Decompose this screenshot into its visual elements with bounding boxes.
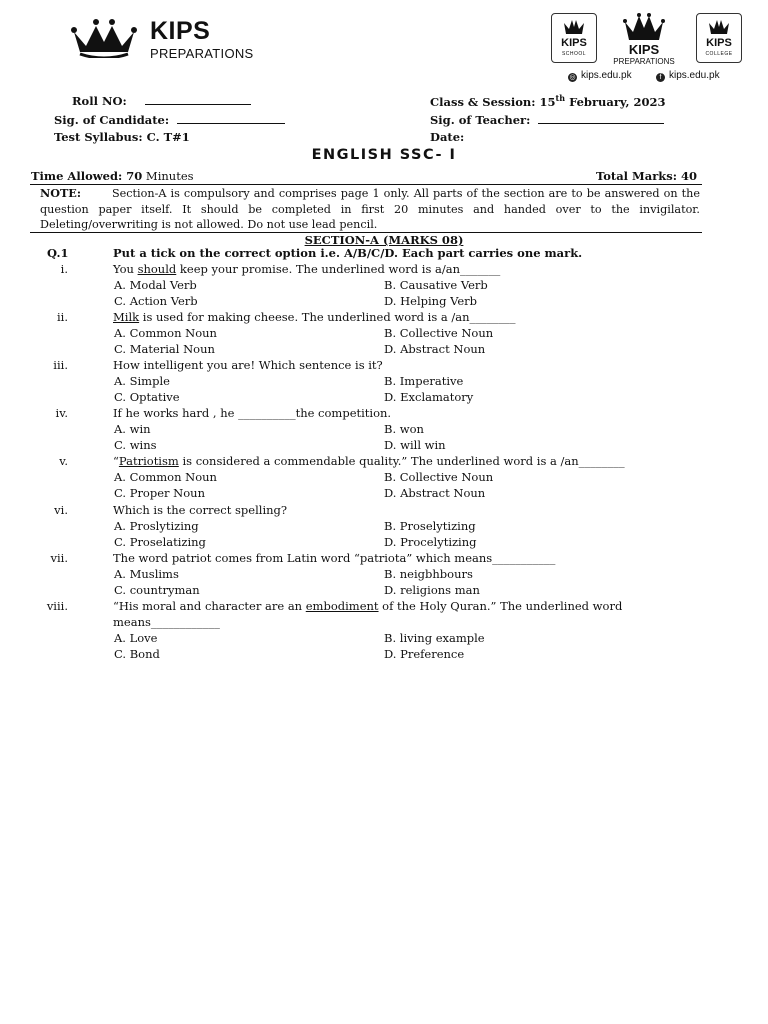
option-d[interactable]: D. Abstract Noun (384, 342, 486, 356)
crown-icon (66, 12, 142, 58)
question-number: Q.1 (47, 246, 69, 260)
stem-text: is considered a commendable quality.” The underlined word is a /an________ (178, 454, 625, 468)
badge-title: KIPS (561, 37, 587, 49)
test-syllabus: Test Syllabus: C. T#1 (54, 130, 190, 144)
question-roman-number: iii. (53, 358, 68, 372)
sig-teacher-label: Sig. of Teacher: (430, 113, 531, 127)
badge-subtitle: PREPARATIONS (613, 57, 675, 66)
option-c[interactable]: C. countryman (114, 583, 200, 597)
time-allowed (31, 169, 194, 183)
option-c[interactable]: C. Bond (114, 647, 160, 661)
note-text: Section-A is compulsory and comprises page 1 only. All parts of the section are to be answered on the question paper itself. It should be completed in first 20 minutes and handed over to the invigilator. Deleting/overwriting is not allowed. Do not use lead pencil. (40, 187, 700, 231)
facebook-text: kips.edu.pk (669, 70, 720, 81)
sig-candidate-field (54, 112, 285, 127)
divider (30, 184, 702, 185)
underlined-word: should (137, 262, 177, 276)
roll-no-blank[interactable] (145, 93, 251, 105)
option-b[interactable]: B. won (384, 422, 424, 436)
total-marks: Total Marks: 40 (596, 169, 697, 183)
badge-title: KIPS (706, 37, 732, 49)
option-b[interactable]: B. Proselytizing (384, 519, 476, 533)
sig-teacher-field (430, 112, 664, 127)
stem-text: “His moral and character are an (113, 599, 306, 613)
stem-text: How intelligent you are! Which sentence is it? (113, 358, 383, 372)
option-d[interactable]: D. Helping Verb (384, 294, 478, 308)
option-a[interactable]: A. Common Noun (114, 326, 217, 340)
question-stem (113, 406, 391, 420)
stem-text: Which is the correct spelling? (113, 503, 288, 517)
option-a[interactable]: A. Love (114, 631, 158, 645)
globe-icon: ◎ (569, 74, 576, 81)
question-stem (113, 599, 622, 613)
time-unit: Minutes (142, 169, 194, 183)
badge-subtitle: COLLEGE (705, 51, 733, 57)
brand-subtitle: PREPARATIONS (150, 46, 254, 61)
roll-no-label: Roll NO: (72, 94, 127, 108)
option-d[interactable]: D. Exclamatory (384, 390, 474, 404)
question-roman-number: vi. (54, 503, 68, 517)
website-text: kips.edu.pk (581, 70, 632, 81)
stem-text: of the Holy Quran.” The underlined word (378, 599, 623, 613)
option-b[interactable]: B. Collective Noun (384, 326, 494, 340)
note-label: NOTE: (40, 186, 81, 200)
underlined-word: Patriotism (118, 454, 179, 468)
option-a[interactable]: A. Muslims (114, 567, 179, 581)
sig-candidate-blank[interactable] (177, 112, 285, 124)
badge-subtitle: SCHOOL (561, 51, 587, 57)
question-roman-number: v. (59, 454, 68, 468)
underlined-word: embodiment (305, 599, 379, 613)
option-c[interactable]: C. Proselatizing (114, 535, 206, 549)
stem-text: is used for making cheese. The underlined word is a /an________ (139, 310, 516, 324)
option-a[interactable]: A. Proslytizing (114, 519, 199, 533)
kips-college-badge (696, 13, 742, 63)
option-a[interactable]: A. Modal Verb (114, 278, 197, 292)
option-b[interactable]: B. living example (384, 631, 485, 645)
class-session-date: February, 2023 (565, 94, 666, 109)
option-c[interactable]: C. Proper Noun (114, 486, 205, 500)
brand-name: KIPS (150, 17, 211, 45)
option-b[interactable]: B. Imperative (384, 374, 464, 388)
option-d[interactable]: D. Preference (384, 647, 465, 661)
question-stem (113, 454, 625, 468)
question-stem (113, 358, 383, 372)
class-session-sup: th (555, 93, 566, 103)
stem-text: keep your promise. The underlined word is a/an_______ (176, 262, 501, 276)
question-stem (113, 551, 555, 565)
question-stem (113, 262, 500, 276)
question-stem-continued: means____________ (113, 615, 220, 629)
crown-icon (563, 17, 585, 35)
option-b[interactable]: B. Collective Noun (384, 470, 494, 484)
underlined-word: Milk (113, 310, 140, 324)
date-field: Date: (430, 130, 465, 144)
roll-no-field (72, 93, 251, 108)
badge-title: KIPS (628, 42, 660, 57)
time-label: Time Allowed: (31, 169, 127, 183)
option-c[interactable]: C. Action Verb (114, 294, 198, 308)
question-roman-number: iv. (55, 406, 68, 420)
option-d[interactable]: D. religions man (384, 583, 480, 597)
question-roman-number: i. (60, 262, 68, 276)
crown-icon (623, 12, 665, 42)
crown-icon (708, 17, 730, 35)
stem-text: “ (113, 454, 119, 468)
stem-text: You (113, 262, 138, 276)
question-stem (113, 310, 516, 324)
time-value: 70 (126, 169, 143, 183)
option-a[interactable]: A. Common Noun (114, 470, 217, 484)
stem-text: The word patriot comes from Latin word “patriota” which means___________ (113, 551, 556, 565)
option-d[interactable]: D. will win (384, 438, 446, 452)
option-c[interactable]: C. Material Noun (114, 342, 215, 356)
kips-school-badge (551, 13, 597, 63)
sig-teacher-blank[interactable] (538, 112, 664, 124)
question-stem (113, 503, 287, 517)
facebook-link[interactable] (656, 70, 720, 82)
option-a[interactable]: A. Simple (114, 374, 170, 388)
question-roman-number: viii. (46, 599, 68, 613)
website-link[interactable] (568, 70, 632, 82)
section-title: SECTION-A (MARKS 08) (304, 233, 464, 247)
sig-candidate-label: Sig. of Candidate: (54, 113, 170, 127)
option-d[interactable]: D. Procelytizing (384, 535, 477, 549)
class-session-field (430, 93, 666, 109)
kips-preparations-badge (614, 12, 674, 66)
question-roman-number: vii. (50, 551, 68, 565)
facebook-icon: f (656, 73, 665, 82)
stem-text: If he works hard , he __________the competition. (113, 406, 392, 420)
option-b[interactable]: B. neigbhbours (384, 567, 473, 581)
question-roman-number: ii. (56, 310, 68, 324)
option-b[interactable]: B. Causative Verb (384, 278, 488, 292)
option-c[interactable]: C. wins (114, 438, 157, 452)
option-a[interactable]: A. win (114, 422, 151, 436)
paper-title: ENGLISH SSC- I (311, 147, 457, 163)
option-d[interactable]: D. Abstract Noun (384, 486, 486, 500)
option-c[interactable]: C. Optative (114, 390, 180, 404)
note-block (40, 186, 700, 233)
question-instruction: Put a tick on the correct option i.e. A/B/C/D. Each part carries one mark. (113, 246, 583, 260)
class-session-label: Class & Session: 15 (430, 94, 556, 109)
